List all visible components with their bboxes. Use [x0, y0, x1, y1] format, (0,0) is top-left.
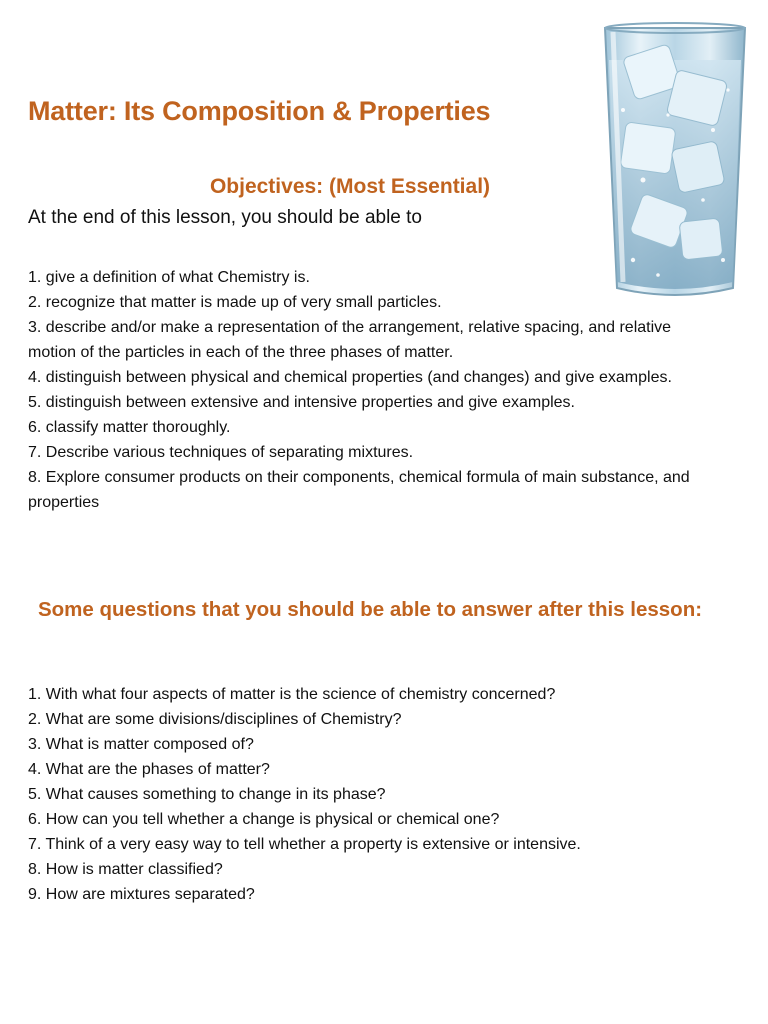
- list-item: 7. Describe various techniques of separating mixtures.: [28, 444, 414, 461]
- list-item: 8. How is matter classified?: [28, 861, 223, 878]
- questions-heading: Some questions that you should be able to answer after this lesson:: [37, 598, 703, 621]
- list-item: 1. With what four aspects of matter is the science of chemistry concerned?: [28, 686, 556, 703]
- page-title: Matter: Its Composition & Properties: [28, 96, 491, 126]
- list-item: 4. What are the phases of matter?: [28, 761, 270, 778]
- list-item: 3. describe and/or make a representation of the arrangement, relative spacing, and relative motion of the particles in each of the three phases of matter.: [28, 319, 672, 361]
- objectives-intro: At the end of this lesson, you should be able to: [28, 207, 422, 228]
- list-item: 5. What causes something to change in its phase?: [28, 786, 386, 803]
- objectives-heading: Objectives: (Most Essential): [209, 175, 491, 198]
- list-item: 2. recognize that matter is made up of very small particles.: [28, 294, 442, 311]
- list-item: 6. How can you tell whether a change is physical or chemical one?: [28, 811, 500, 828]
- list-item: 5. distinguish between extensive and intensive properties and give examples.: [28, 394, 575, 411]
- questions-list: [28, 682, 718, 907]
- list-item: 7. Think of a very easy way to tell whether a property is extensive or intensive.: [28, 836, 581, 853]
- objectives-list: [28, 265, 718, 515]
- list-item: 3. What is matter composed of?: [28, 736, 254, 753]
- list-item: 1. give a definition of what Chemistry is.: [28, 269, 310, 286]
- list-item: 8. Explore consumer products on their components, chemical formula of main substance, and properties: [28, 469, 690, 511]
- list-item: 9. How are mixtures separated?: [28, 886, 255, 903]
- list-item: 4. distinguish between physical and chemical properties (and changes) and give examples.: [28, 369, 672, 386]
- list-item: 6. classify matter thoroughly.: [28, 419, 231, 436]
- list-item: 2. What are some divisions/disciplines of Chemistry?: [28, 711, 402, 728]
